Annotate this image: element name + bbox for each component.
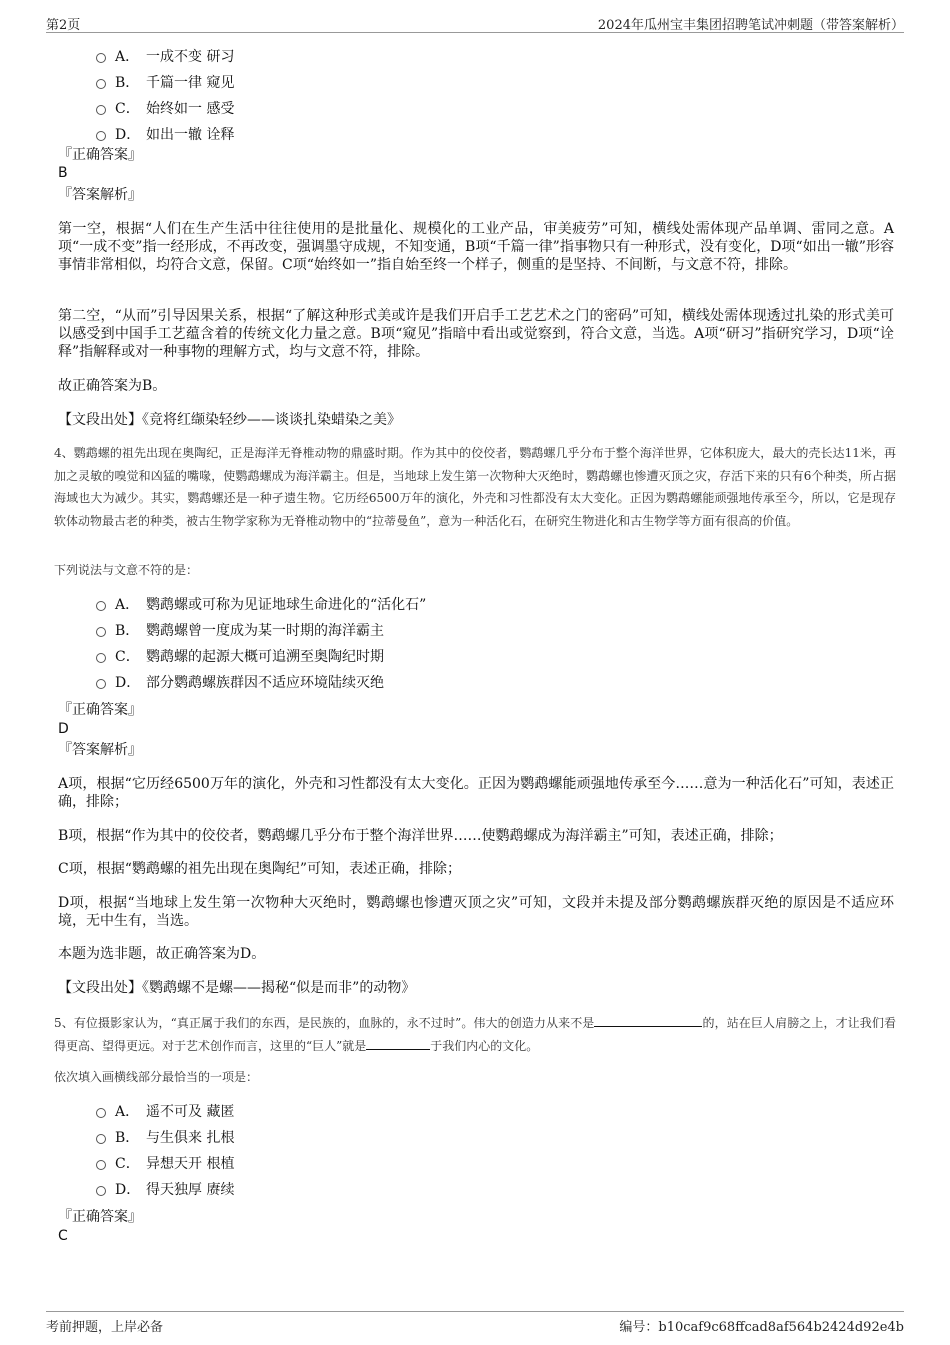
radio-icon[interactable] (96, 1108, 106, 1118)
q5-stem-part-1: 5、有位摄影家认为，“真正属于我们的东西，是民族的，血脉的，永不过时”。伟大的创造力从来不是 (54, 1016, 595, 1030)
q4-answer-label: 『正确答案』 (58, 702, 142, 718)
radio-icon[interactable] (96, 627, 106, 637)
q4-stem: 4、鹦鹉螺的祖先出现在奥陶纪，正是海洋无脊椎动物的鼎盛时期。作为其中的佼佼者，鹦鹉螺几乎分布于整个海洋世界，它体积庞大，最大的壳长达11米，再加之灵敏的嗅觉和凶猛的嘴喙，使鹦鹉螺成为海洋霸主。但是，当地球上发生第一次物种大灭绝时，鹦鹉螺也惨遭灭顶之灾，存活下来的只有6个种类，所占据海域也大为减少。其实，鹦鹉螺还是一种孑遗生物。它历经6500万年的演化，外壳和习性都没有太大变化。正因为鹦鹉螺能顽强地传承至今，所以，它是现存软体动物最古老的种类，被古生物学家称为无脊椎动物中的“拉蒂曼鱼”，意为一种活化石，在研究生物进化和古生物学等方面有很高的价值。 (54, 446, 896, 528)
q4-conclusion: 本题为选非题，故正确答案为D。 (58, 946, 266, 962)
q3-source: 【文段出处】《竞将红缬染轻纱——谈谈扎染蜡染之美》 (58, 412, 401, 428)
page-number: 第2页 (46, 18, 81, 33)
q5-stem-part-3: 于我们内心的文化。 (430, 1038, 539, 1053)
q4-analysis-d: D项，根据“当地球上发生第一次物种大灭绝时，鹦鹉螺也惨遭灭顶之灾”可知，文段并未提及部分鹦鹉螺族群灭绝的原因是不适应环境，无中生有，当选。 (58, 895, 894, 929)
q5-prompt: 依次填入画横线部分最恰当的一项是： (54, 1070, 259, 1084)
page-header (46, 12, 904, 33)
q5-blank-2 (366, 1037, 430, 1050)
q3-conclusion: 故正确答案为B。 (58, 378, 167, 394)
q3-analysis-para-1: 第一空，根据“人们在生产生活中往往使用的是批量化、规模化的工业产品，审美疲劳”可知，横线处需体现产品单调、雷同之意。A项“一成不变”指一经形成，不再改变，强调墨守成规，不知变通，B项“千篇一律”指事物只有一种形式，没有变化，D项“如出一辙”形容事情非常相似，均符合文意，保留。C项“始终如一”指自始至终一个样子，侧重的是坚持、不间断，与文意不符，排除。 (58, 221, 894, 273)
document-serial: 编号：b10caf9c68ffcad8af564b2424d92e4b (619, 1320, 904, 1335)
q4-source: 【文段出处】《鹦鹉螺不是螺——揭秘“似是而非”的动物》 (58, 980, 416, 996)
q5-answer: C (58, 1228, 68, 1244)
q5-stem-part-2: 的，站在巨人肩膀之上，才让我们看得更高、望得更远。对于艺术创作而言，这里的“巨人”就是 (54, 1016, 896, 1053)
radio-icon[interactable] (96, 79, 106, 89)
radio-icon[interactable] (96, 601, 106, 611)
radio-icon[interactable] (96, 1134, 106, 1144)
q4-answer: D (58, 721, 69, 737)
q3-answer-label: 『正确答案』 (58, 147, 142, 163)
q3-answer: B (58, 165, 68, 181)
q4-analysis-label: 『答案解析』 (58, 742, 142, 758)
radio-icon[interactable] (96, 1186, 106, 1196)
q4-analysis-c: C项，根据“鹦鹉螺的祖先出现在奥陶纪”可知，表述正确，排除； (58, 861, 462, 877)
radio-icon[interactable] (96, 1160, 106, 1170)
q5-answer-label: 『正确答案』 (58, 1209, 142, 1225)
q5-stem (54, 1012, 896, 1057)
radio-icon[interactable] (96, 105, 106, 115)
q4-analysis-b: B项，根据“作为其中的佼佼者，鹦鹉螺几乎分布于整个海洋世界……使鹦鹉螺成为海洋霸主”可知，表述正确，排除； (58, 828, 783, 844)
radio-icon[interactable] (96, 653, 106, 663)
q4-analysis-a: A项，根据“它历经6500万年的演化，外壳和习性都没有太大变化。正因为鹦鹉螺能顽强地传承至今……意为一种活化石”可知，表述正确，排除； (58, 776, 894, 810)
q4-prompt: 下列说法与文意不符的是： (54, 563, 199, 577)
page-footer (46, 1311, 904, 1336)
q3-analysis-para-2: 第二空，“从而”引导因果关系，根据“了解这种形式美或许是我们开启手工艺艺术之门的密码”可知，横线处需体现透过扎染的形式美可以感受到中国手工艺蕴含着的传统文化力量之意。B项“窥见”指暗中看出或觉察到，符合文意，当选。A项“研习”指研究学习，D项“诠释”指解释或对一种事物的理解方式，均与文意不符，排除。 (58, 308, 894, 360)
radio-icon[interactable] (96, 679, 106, 689)
footer-slogan: 考前押题，上岸必备 (46, 1320, 164, 1335)
radio-icon[interactable] (96, 131, 106, 141)
q3-analysis-label: 『答案解析』 (58, 187, 142, 203)
radio-icon[interactable] (96, 53, 106, 63)
q5-blank-1 (594, 1014, 702, 1027)
document-title: 2024年瓜州宝丰集团招聘笔试冲刺题（带答案解析） (597, 18, 904, 33)
